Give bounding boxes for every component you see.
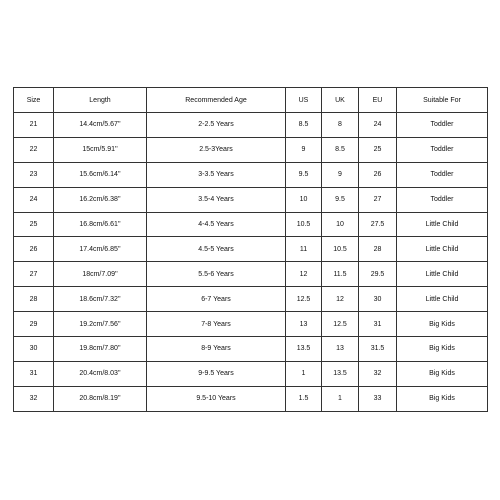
cell-size: 28	[14, 287, 54, 312]
cell-recommended-age: 2-2.5 Years	[147, 113, 286, 138]
cell-recommended-age: 2.5-3Years	[147, 137, 286, 162]
cell-uk: 13	[322, 337, 359, 362]
cell-recommended-age: 3.5-4 Years	[147, 187, 286, 212]
cell-size: 31	[14, 361, 54, 386]
cell-eu: 29.5	[359, 262, 397, 287]
table-row	[14, 361, 488, 386]
cell-us: 1.5	[286, 386, 322, 411]
cell-uk: 8.5	[322, 137, 359, 162]
cell-length: 20.4cm/8.03''	[54, 361, 147, 386]
cell-eu: 31.5	[359, 337, 397, 362]
cell-recommended-age: 9-9.5 Years	[147, 361, 286, 386]
cell-length: 19.2cm/7.56''	[54, 312, 147, 337]
header-row	[14, 88, 488, 113]
cell-length: 20.8cm/8.19''	[54, 386, 147, 411]
cell-recommended-age: 9.5-10 Years	[147, 386, 286, 411]
cell-suitable-for: Big Kids	[397, 386, 488, 411]
cell-us: 8.5	[286, 113, 322, 138]
cell-size: 26	[14, 237, 54, 262]
header-suitable-for: Suitable For	[397, 88, 488, 113]
cell-suitable-for: Little Child	[397, 212, 488, 237]
header-length: Length	[54, 88, 147, 113]
cell-size: 25	[14, 212, 54, 237]
size-chart-table	[13, 87, 488, 412]
cell-recommended-age: 4.5-5 Years	[147, 237, 286, 262]
cell-length: 16.2cm/6.38''	[54, 187, 147, 212]
cell-length: 18.6cm/7.32''	[54, 287, 147, 312]
table-row	[14, 386, 488, 411]
cell-suitable-for: Little Child	[397, 287, 488, 312]
cell-uk: 10.5	[322, 237, 359, 262]
cell-uk: 9.5	[322, 187, 359, 212]
cell-suitable-for: Big Kids	[397, 361, 488, 386]
cell-us: 13	[286, 312, 322, 337]
cell-length: 17.4cm/6.85''	[54, 237, 147, 262]
cell-size: 23	[14, 162, 54, 187]
cell-us: 13.5	[286, 337, 322, 362]
cell-uk: 1	[322, 386, 359, 411]
cell-us: 12.5	[286, 287, 322, 312]
cell-suitable-for: Toddler	[397, 113, 488, 138]
cell-recommended-age: 4-4.5 Years	[147, 212, 286, 237]
cell-uk: 10	[322, 212, 359, 237]
cell-length: 16.8cm/6.61''	[54, 212, 147, 237]
cell-uk: 8	[322, 113, 359, 138]
table-body	[14, 113, 488, 412]
cell-uk: 12.5	[322, 312, 359, 337]
cell-length: 19.8cm/7.80''	[54, 337, 147, 362]
cell-size: 24	[14, 187, 54, 212]
cell-recommended-age: 6-7 Years	[147, 287, 286, 312]
cell-size: 27	[14, 262, 54, 287]
cell-suitable-for: Big Kids	[397, 312, 488, 337]
cell-suitable-for: Toddler	[397, 137, 488, 162]
cell-size: 29	[14, 312, 54, 337]
cell-suitable-for: Little Child	[397, 237, 488, 262]
cell-recommended-age: 5.5-6 Years	[147, 262, 286, 287]
cell-suitable-for: Toddler	[397, 187, 488, 212]
cell-eu: 33	[359, 386, 397, 411]
table-row	[14, 237, 488, 262]
cell-length: 14.4cm/5.67''	[54, 113, 147, 138]
table-row	[14, 337, 488, 362]
cell-us: 9	[286, 137, 322, 162]
header-us: US	[286, 88, 322, 113]
cell-us: 10	[286, 187, 322, 212]
cell-recommended-age: 3-3.5 Years	[147, 162, 286, 187]
cell-size: 30	[14, 337, 54, 362]
cell-eu: 31	[359, 312, 397, 337]
table-row	[14, 262, 488, 287]
cell-size: 21	[14, 113, 54, 138]
cell-recommended-age: 7-8 Years	[147, 312, 286, 337]
cell-recommended-age: 8-9 Years	[147, 337, 286, 362]
cell-us: 12	[286, 262, 322, 287]
header-size: Size	[14, 88, 54, 113]
cell-eu: 28	[359, 237, 397, 262]
table-row	[14, 137, 488, 162]
cell-uk: 13.5	[322, 361, 359, 386]
cell-eu: 26	[359, 162, 397, 187]
cell-us: 11	[286, 237, 322, 262]
cell-size: 22	[14, 137, 54, 162]
cell-eu: 24	[359, 113, 397, 138]
cell-suitable-for: Toddler	[397, 162, 488, 187]
cell-suitable-for: Little Child	[397, 262, 488, 287]
cell-uk: 12	[322, 287, 359, 312]
header-uk: UK	[322, 88, 359, 113]
cell-length: 15cm/5.91''	[54, 137, 147, 162]
cell-length: 18cm/7.09''	[54, 262, 147, 287]
table-row	[14, 113, 488, 138]
table-row	[14, 212, 488, 237]
table-row	[14, 287, 488, 312]
cell-us: 9.5	[286, 162, 322, 187]
header-eu: EU	[359, 88, 397, 113]
table-row	[14, 162, 488, 187]
cell-us: 10.5	[286, 212, 322, 237]
cell-eu: 27.5	[359, 212, 397, 237]
cell-eu: 27	[359, 187, 397, 212]
table-row	[14, 312, 488, 337]
cell-suitable-for: Big Kids	[397, 337, 488, 362]
cell-uk: 9	[322, 162, 359, 187]
cell-eu: 32	[359, 361, 397, 386]
cell-eu: 30	[359, 287, 397, 312]
cell-size: 32	[14, 386, 54, 411]
cell-eu: 25	[359, 137, 397, 162]
cell-length: 15.6cm/6.14''	[54, 162, 147, 187]
table-row	[14, 187, 488, 212]
cell-uk: 11.5	[322, 262, 359, 287]
header-recommended-age: Recommended Age	[147, 88, 286, 113]
cell-us: 1	[286, 361, 322, 386]
